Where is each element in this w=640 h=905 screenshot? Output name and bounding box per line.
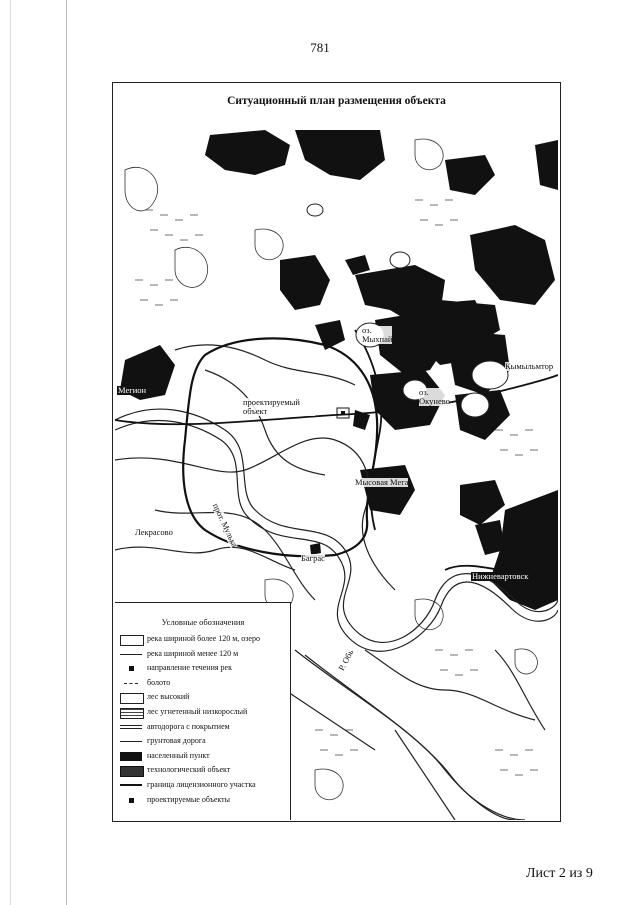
legend-item [115, 764, 291, 778]
legend-label: проектируемые объекты [147, 794, 231, 804]
legend-symbol-line-double [120, 725, 142, 729]
legend-label: болото [147, 677, 171, 687]
place-lake-okunevo: оз. Окунево [419, 387, 450, 406]
legend-item [115, 633, 291, 647]
place-river-ob: Р. Обь [336, 647, 356, 673]
license-boundary [183, 338, 377, 556]
place-projected-object: проектируемый объект [243, 398, 315, 416]
legend-symbol-box-black [120, 752, 142, 761]
legend-label: автодорога с покрытием [147, 721, 230, 731]
legend-item [115, 677, 291, 691]
legend-label: лес высокий [147, 692, 190, 702]
place-nizhnevartovsk: Нижневартовск [472, 571, 529, 581]
legend-symbol-box-outline [120, 693, 144, 704]
place-bagras: Баграс [301, 553, 325, 563]
legend-symbol-square-small [129, 666, 134, 671]
legend-symbol-square-small [129, 798, 134, 803]
legend-label: грунтовая дорога [147, 736, 206, 746]
legend-label: направление течения рек [147, 663, 232, 673]
legend-symbol-line-thin [120, 654, 142, 655]
legend-item [115, 735, 291, 749]
binding-edge-line [10, 0, 11, 905]
legend-item [115, 721, 291, 735]
page-number: 781 [310, 40, 330, 55]
legend-label: граница лицензионного участка [147, 780, 256, 789]
sheet-number: Лист 2 из 9 [526, 866, 593, 881]
legend-symbol-box-dark [120, 766, 144, 777]
legend-symbol-box-outline [120, 635, 144, 646]
legend-item [115, 648, 291, 662]
place-megion: Мегион [118, 385, 147, 395]
place-kymylmtor: Кымыльмтор [505, 361, 554, 371]
legend-label: технологический объект [147, 765, 231, 775]
legend-symbol-line-medium [120, 741, 142, 742]
place-lake-mykhpai: оз. Мыхпай [362, 325, 393, 344]
map-title: Ситуационный план размещения объекта [227, 95, 446, 107]
map-legend [115, 602, 291, 820]
place-lekrasovo: Лекрасово [135, 527, 173, 537]
place-prot-mulka: прот. Мулька [210, 501, 240, 549]
place-mysovaya-mega: Мысовая Мега [355, 477, 409, 487]
legend-label: населенный пункт [147, 750, 210, 760]
legend-symbol-box-hatched [120, 708, 144, 719]
legend-symbol-dash [124, 683, 138, 684]
legend-label: река шириной более 120 м, озеро [147, 634, 260, 643]
legend-item [115, 779, 291, 793]
legend-item [115, 794, 291, 808]
legend-label: лес угнетенный низкорослый [147, 707, 248, 716]
legend-title: Условные обозначения [161, 617, 245, 627]
legend-item [115, 691, 291, 705]
legend-item [115, 662, 291, 676]
legend-symbol-line-thick [120, 784, 142, 786]
legend-item [115, 750, 291, 764]
legend-label: река шириной менее 120 м [147, 648, 239, 658]
margin-line [66, 0, 67, 905]
settlement-bagras-marker [312, 546, 318, 552]
legend-item [115, 706, 291, 720]
